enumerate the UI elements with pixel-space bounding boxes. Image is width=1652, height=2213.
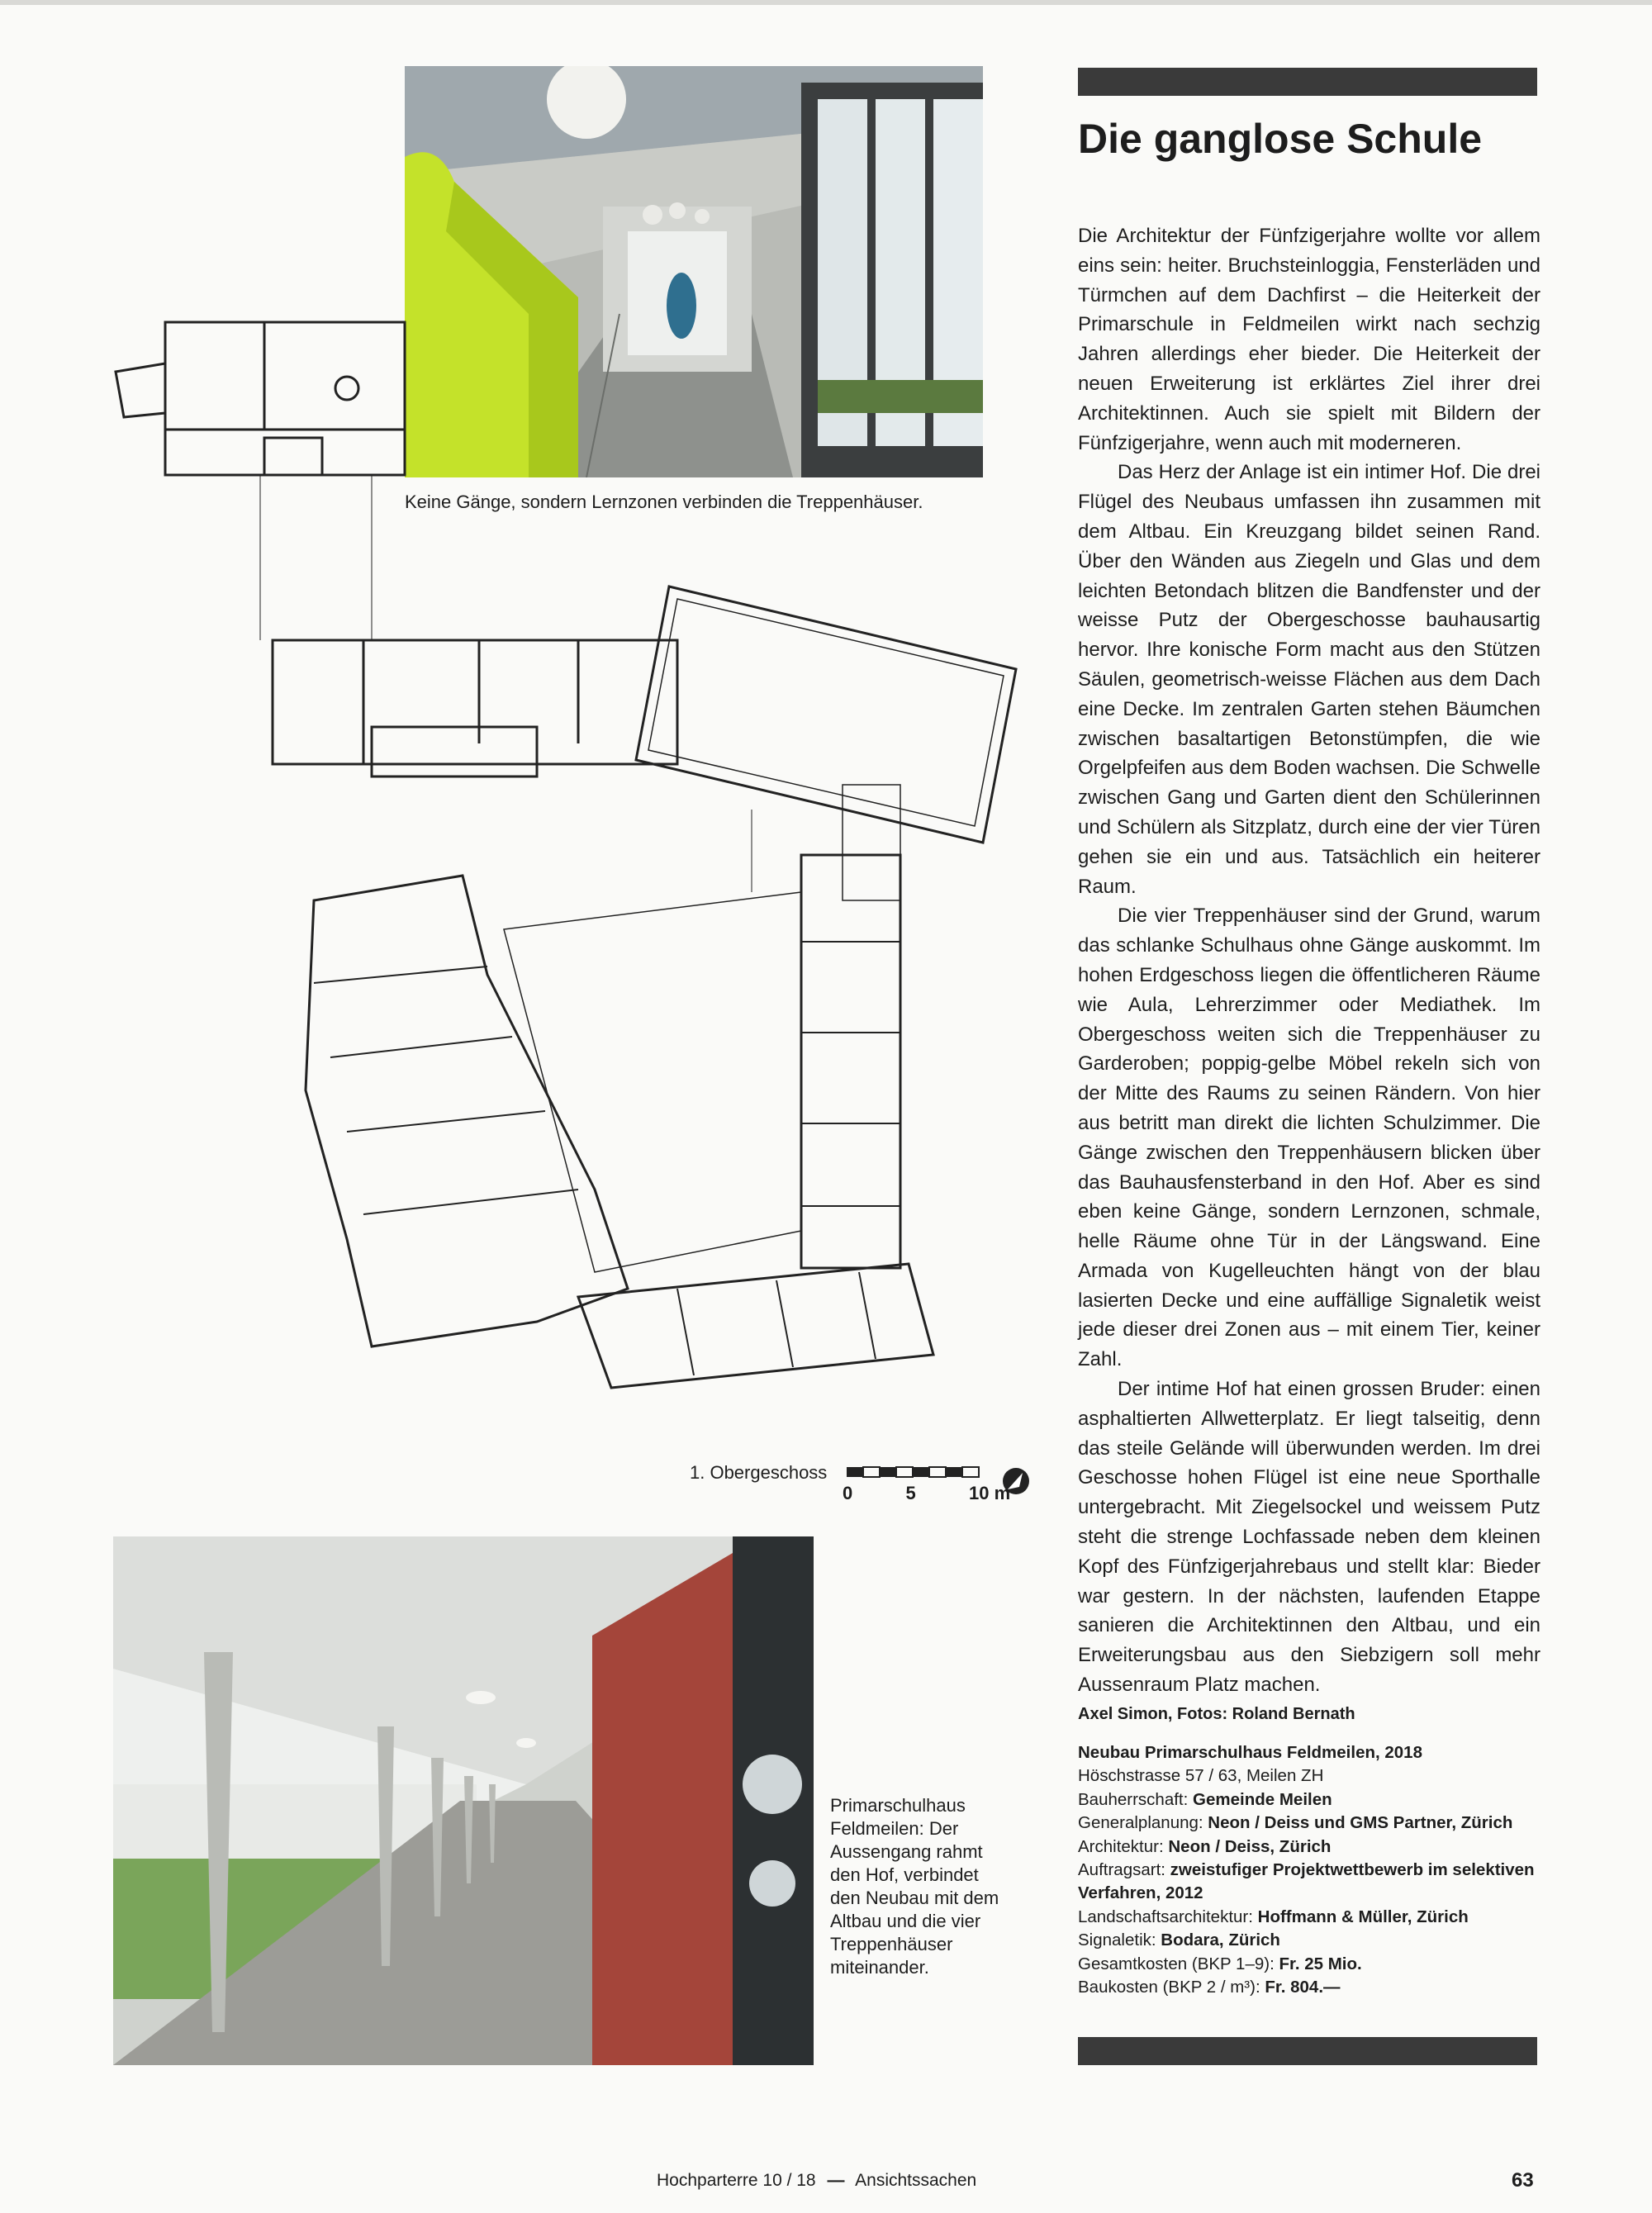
- article-paragraph: Die Architektur der Fünfzigerjahre wollte vor allem eins sein: heiter. Bruchsteinloggia, Fensterläden und Türmchen auf dem Dachfirst – die Heiterkeit der Primarschule in Feldmeilen wirkt nach sechzig Jahren allerdings eher bieder. Die Heiterkeit der neuen Erweiterung ist erklärtes Ziel ihrer drei Architektinnen. Auch sie spielt mit Bildern der Fünfzigerjahre, wenn auch mit moderneren.: [1078, 225, 1540, 454]
- top-title-bar: [1078, 68, 1537, 96]
- article-paragraph: Die vier Treppenhäuser sind der Grund, warum das schlanke Schulhaus ohne Gänge auskommt. Im hohen Erdgeschoss liegen die öffentlicheren Räume wie Aula, Lehrerzimmer oder Mediathek. Im Obergeschoss weiten sich die Treppenhäuser zu Garderoben; poppig-gelbe Möbel rekeln sich von der Mitte des Raums zu seinen Rändern. Von hier aus betritt man direkt die lichten Schulzimmer. Die Gänge zwischen den Treppenhäusern blicken über das Bauhausfensterband in den Hof. Aber es sind eben keine Gänge, sondern Lernzonen, schmale, helle Räume ohne Tür in der Längswand. Eine Armada von Kugelleuchten hängt von der blau lasierten Decke und eine auffällige Signaletik weist jede dieser drei Zonen aus – mit einem Tier, keiner Zahl.: [1078, 905, 1540, 1371]
- scale-label-5: 5: [905, 1483, 916, 1503]
- article-paragraph: Das Herz der Anlage ist ein intimer Hof. Die drei Flügel des Neubaus umfassen ihn zusammen mit dem Altbau. Ein Kreuzgang bildet seinen Rand. Über den Wänden aus Ziegeln und Glas und dem leichten Betondach blitzen die Bandfenster und der weisse Putz der Obergeschosse bauhausartig hervor. Ihre konische Form macht aus den Stützen Säulen, geometrisch-weisse Flächen aus dem Dach eine Decke. Im zentralen Garten stehen Bäumchen zwischen basaltartigen Betonstümpfen, die wie Orgelpfeifen aus dem Boden wachsen. Die Schwelle zwischen Gang und Garten dient den Schülerinnen und Schülern als Sitzplatz, durch eine der vier Türen gehen sie ein und aus. Tatsächlich ein heiterer Raum.: [1078, 461, 1540, 898]
- footer-dash: —: [827, 2171, 845, 2190]
- photo-caption-bottom: Primarschulhaus Feldmeilen: Der Aussengang rahmt den Hof, verbindet den Neubau mit dem Altbau und die vier Treppenhäuser miteinander.: [830, 1795, 999, 1978]
- photo-caption-top: Keine Gänge, sondern Lernzonen verbinden die Treppenhäuser.: [405, 492, 923, 512]
- facts-row: [1078, 1929, 1540, 1952]
- facts-value: Fr. 25 Mio.: [1279, 1954, 1362, 1973]
- facts-value: Neon / Deiss und GMS Partner, Zürich: [1208, 1813, 1513, 1833]
- facts-label: Gesamtkosten (BKP 1–9):: [1078, 1954, 1275, 1973]
- facts-value: Bodara, Zürich: [1161, 1930, 1280, 1950]
- facts-heading: Neubau Primarschulhaus Feldmeilen, 2018: [1078, 1743, 1422, 1762]
- arcade-photo: [113, 1536, 814, 2065]
- plan-label: 1. Obergeschoss: [690, 1462, 828, 1483]
- facts-label: Signaletik:: [1078, 1930, 1156, 1950]
- facts-label: Bauherrschaft:: [1078, 1789, 1189, 1809]
- footer-section: Ansichtssachen: [855, 2171, 977, 2190]
- facts-value: Neon / Deiss, Zürich: [1168, 1836, 1332, 1856]
- facts-label: Landschaftsarchitektur:: [1078, 1907, 1253, 1926]
- project-facts: [1078, 1741, 1540, 1999]
- scale-label-0: 0: [843, 1483, 853, 1503]
- article-body: [1078, 221, 1540, 1730]
- facts-label: Baukosten (BKP 2 / m³):: [1078, 1978, 1260, 1997]
- floor-plan: [99, 297, 1049, 1520]
- scale-label-10: 10 m: [969, 1483, 1011, 1503]
- facts-label: Generalplanung:: [1078, 1813, 1203, 1833]
- article-paragraph: Der intime Hof hat einen grossen Bruder: einen asphaltierten Allwetterplatz. Er liegt talseitig, denn das steile Gelände will überwunden werden. Im drei Geschosse hohen Flügel ist eine neue Sporthalle untergebracht. Mit Ziegelsockel und weissem Putz steht die strenge Lochfassade neben dem kleinen Kopf des Fünfzigerjahrebaus und stellt klar: Bieder war gestern. In der nächsten, laufenden Etappe sanieren die Architektinnen den Altbau, und ein Erweiterungsbau aus den Siebzigern soll mehr Aussenraum Platz machen.: [1078, 1378, 1540, 1697]
- facts-value: Fr. 804.—: [1265, 1978, 1341, 1997]
- facts-value: Hoffmann & Müller, Zürich: [1257, 1907, 1469, 1926]
- page-footer: [657, 2171, 976, 2191]
- facts-row: [1078, 1906, 1540, 1929]
- footer-magazine: Hochparterre 10 / 18: [657, 2171, 816, 2190]
- facts-row: [1078, 1835, 1540, 1859]
- facts-value: Gemeinde Meilen: [1193, 1789, 1332, 1809]
- facts-row: [1078, 1976, 1540, 1999]
- facts-row: [1078, 1812, 1540, 1835]
- scale-labels: [843, 1483, 1010, 1504]
- facts-row: [1078, 1788, 1540, 1812]
- facts-row: [1078, 1859, 1540, 1906]
- top-rule: [0, 0, 1652, 5]
- byline: Axel Simon, Fotos: Roland Bernath: [1078, 1704, 1355, 1723]
- facts-row: [1078, 1953, 1540, 1976]
- facts-label: Architektur:: [1078, 1836, 1164, 1856]
- bottom-bar: [1078, 2037, 1537, 2065]
- facts-address: Höschstrasse 57 / 63, Meilen ZH: [1078, 1766, 1324, 1786]
- facts-value: zweistufiger Projektwettbewerb im selektiven Verfahren, 2012: [1078, 1860, 1535, 1903]
- facts-label: Auftragsart:: [1078, 1860, 1165, 1880]
- article-title: Die ganglose Schule: [1078, 116, 1483, 162]
- page-number: 63: [1512, 2169, 1534, 2192]
